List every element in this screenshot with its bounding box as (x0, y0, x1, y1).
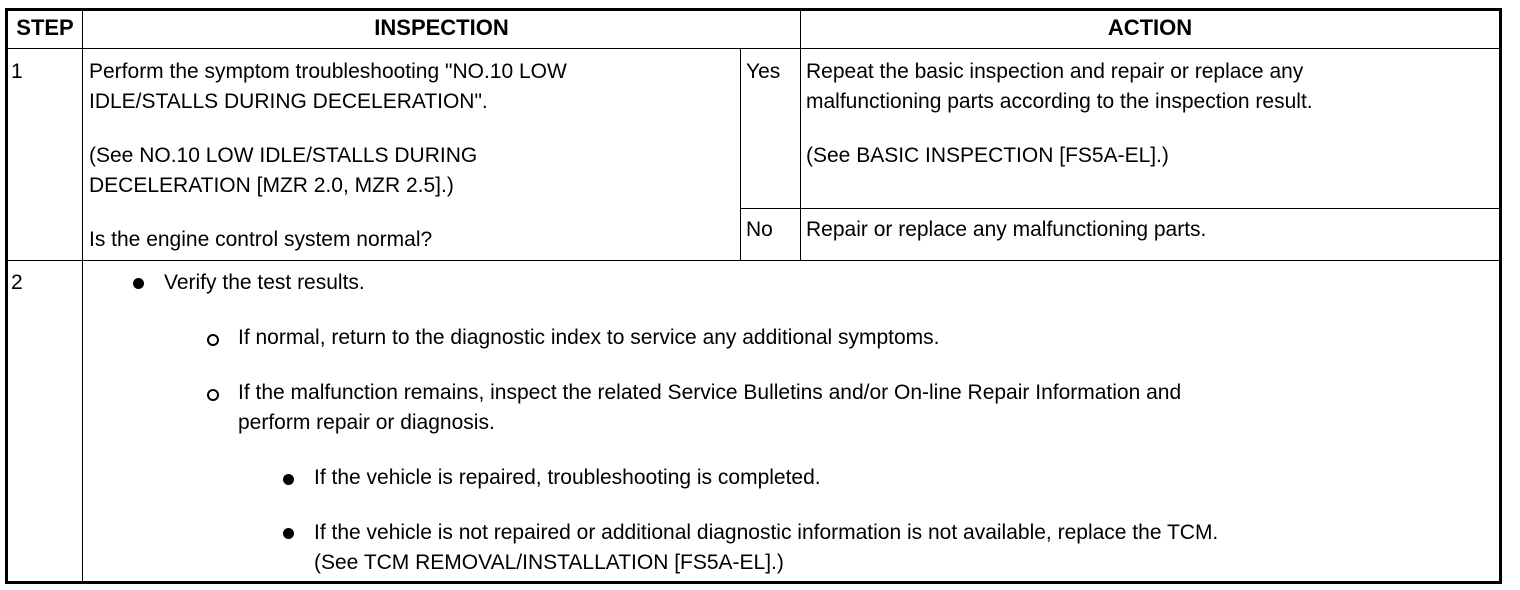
yes-no-column-divider (740, 48, 741, 260)
step-2-sub-sub-bullet-2-line-1: If the vehicle is not repaired or additional diagnostic information is not available, replace the TCM. (314, 521, 1219, 544)
inspection-action-divider (800, 11, 801, 260)
bullet-filled-icon (283, 528, 294, 539)
header-step: STEP (16, 15, 74, 40)
step-2-sub-sub-bullet-1: If the vehicle is repaired, troubleshooting is completed. (314, 466, 821, 489)
bullet-filled-icon (283, 474, 294, 485)
yes-action-line-2: malfunctioning parts according to the inspection result. (806, 90, 1313, 113)
no-label: No (746, 218, 773, 241)
step-divider (8, 260, 1499, 261)
step-1-inspection-line-2: IDLE/STALLS DURING DECELERATION". (89, 90, 488, 113)
no-action: Repair or replace any malfunctioning parts. (806, 218, 1207, 241)
step-2-sub-bullet-2-line-1: If the malfunction remains, inspect the related Service Bulletins and/or On-line Repair Information and (238, 381, 1182, 404)
step-2-sub-bullet-2-line-2: perform repair or diagnosis. (238, 411, 495, 434)
step-1-inspection-line-4: DECELERATION [MZR 2.0, MZR 2.5].) (89, 174, 454, 197)
bullet-filled-icon (133, 278, 144, 289)
step-2-bullet-1: Verify the test results. (164, 271, 365, 294)
step-1-question: Is the engine control system normal? (89, 228, 433, 251)
header-inspection: INSPECTION (374, 15, 509, 40)
step-1-inspection-line-3: (See NO.10 LOW IDLE/STALLS DURING (89, 144, 478, 167)
step-column-divider (82, 11, 83, 581)
yes-action-line-3: (See BASIC INSPECTION [FS5A-EL].) (806, 144, 1169, 167)
step-2-number: 2 (11, 271, 23, 294)
header-action: ACTION (1107, 15, 1193, 40)
step-1-number: 1 (11, 60, 23, 83)
step-2-sub-bullet-1: If normal, return to the diagnostic index to service any additional symptoms. (238, 326, 940, 349)
step-1-inspection-line-1: Perform the symptom troubleshooting "NO.10 LOW (89, 60, 567, 83)
header-divider (8, 48, 1499, 49)
bullet-open-icon (207, 334, 219, 346)
yes-action-line-1: Repeat the basic inspection and repair or replace any (806, 60, 1304, 83)
step-2-sub-sub-bullet-2-line-2: (See TCM REMOVAL/INSTALLATION [FS5A-EL].) (314, 551, 784, 574)
bullet-open-icon (207, 389, 219, 401)
yes-no-divider (740, 208, 1499, 209)
yes-label: Yes (746, 60, 781, 83)
